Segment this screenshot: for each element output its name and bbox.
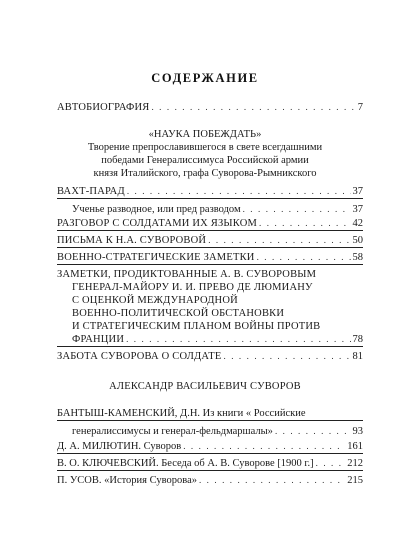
toc-entry-label: ВАХТ-ПАРАД	[57, 186, 125, 197]
toc-entry-milyutin[interactable]	[57, 440, 363, 453]
leader-dots	[275, 425, 351, 438]
toc-page-number: 78	[352, 334, 363, 345]
section-subtitle-line: князя Италийского, графа Суворова-Рымникского	[93, 168, 317, 179]
leader-dots	[316, 457, 346, 470]
toc-entry-klyuchevsky[interactable]	[57, 457, 363, 470]
toc-entry-label: ВОЕННО-СТРАТЕГИЧЕСКИЕ ЗАМЕТКИ	[57, 252, 255, 263]
toc-entry-label: П. УСОВ. «История Суворова»	[57, 475, 197, 486]
divider	[57, 346, 363, 347]
section-subtitle-line: победами Генералиссимуса Российской армии	[101, 155, 309, 166]
leader-dots	[126, 333, 350, 346]
leader-dots	[151, 101, 355, 114]
toc-page-number: 81	[352, 351, 363, 362]
leader-dots	[243, 203, 351, 216]
divider	[57, 453, 363, 454]
section-subtitle-line: Творение препрославившегося в свете всегдашними	[87, 142, 323, 153]
toc-page-number: 50	[352, 235, 363, 246]
toc-page-number: 212	[347, 458, 363, 469]
toc-entry-zabota[interactable]	[57, 350, 363, 363]
leader-dots	[208, 234, 350, 247]
toc-entry-zametki-prevo[interactable]	[72, 333, 363, 346]
toc-entry-label: Ученье разводное, или пред разводом	[72, 204, 241, 215]
toc-entry-pisma[interactable]	[57, 234, 363, 247]
toc-entry-line: ВОЕННО-ПОЛИТИЧЕСКОЙ ОБСТАНОВКИ	[72, 308, 285, 319]
toc-page-number: 58	[352, 252, 363, 263]
toc-page-number: 42	[352, 218, 363, 229]
divider	[57, 247, 363, 248]
toc-entry-label: РАЗГОВОР С СОЛДАТАМИ ИХ ЯЗЫКОМ	[57, 218, 258, 229]
toc-entry-label: АВТОБИОГРАФИЯ	[57, 102, 150, 113]
toc-page-number: 37	[352, 186, 363, 197]
leader-dots	[259, 217, 350, 230]
toc-entry-line: И СТРАТЕГИЧЕСКИМ ПЛАНОМ ВОЙНЫ ПРОТИВ	[72, 321, 321, 332]
toc-entry-autobiography[interactable]	[57, 101, 363, 114]
section-heading-suvorov: АЛЕКСАНДР ВАСИЛЬЕВИЧ СУВОРОВ	[109, 381, 301, 392]
leader-dots	[127, 185, 351, 198]
toc-entry-usov[interactable]	[57, 474, 363, 487]
divider	[57, 264, 363, 265]
toc-entry-bantysh[interactable]	[72, 425, 363, 438]
leader-dots	[224, 350, 351, 363]
divider	[57, 470, 363, 471]
leader-dots	[199, 474, 345, 487]
toc-entry-label: ФРАНЦИИ	[72, 334, 125, 345]
toc-entry-line: БАНТЫШ-КАМЕНСКИЙ, Д.Н. Из книги « Российские	[57, 408, 306, 419]
toc-entry-label: Д. А. МИЛЮТИН. Суворов	[57, 441, 182, 452]
section-heading-nauka: «НАУКА ПОБЕЖДАТЬ»	[148, 129, 262, 140]
leader-dots	[183, 440, 345, 453]
toc-entry-label: ЗАБОТА СУВОРОВА О СОЛДАТЕ	[57, 351, 222, 362]
toc-page-number: 93	[352, 426, 363, 437]
divider	[57, 230, 363, 231]
toc-page-number: 215	[347, 475, 363, 486]
toc-entry-zametki-voenno[interactable]	[57, 251, 363, 264]
divider	[57, 198, 363, 199]
toc-entry-line: С ОЦЕНКОЙ МЕЖДУНАРОДНОЙ	[72, 295, 238, 306]
toc-entry-uchenie[interactable]	[72, 203, 363, 216]
leader-dots	[257, 251, 351, 264]
page-title: СОДЕРЖАНИЕ	[151, 71, 259, 85]
toc-entry-label: В. О. КЛЮЧЕВСКИЙ. Беседа об А. В. Суворове [1900 г.]	[57, 458, 314, 469]
divider	[57, 420, 363, 421]
toc-entry-razgovor[interactable]	[57, 217, 363, 230]
toc-page-number: 7	[357, 102, 363, 113]
toc-entry-label: генералиссимусы и генерал-фельдмаршалы»	[72, 426, 273, 437]
toc-page-number: 161	[347, 441, 363, 452]
toc-entry-vakht-parad[interactable]	[57, 185, 363, 198]
toc-entry-label: ПИСЬМА К Н.А. СУВОРОВОЙ	[57, 235, 207, 246]
toc-page-number: 37	[352, 204, 363, 215]
toc-entry-line: ГЕНЕРАЛ-МАЙОРУ И. И. ПРЕВО ДЕ ЛЮМИАНУ	[72, 282, 313, 293]
toc-entry-line: ЗАМЕТКИ, ПРОДИКТОВАННЫЕ А. В. СУВОРОВЫМ	[57, 269, 317, 280]
